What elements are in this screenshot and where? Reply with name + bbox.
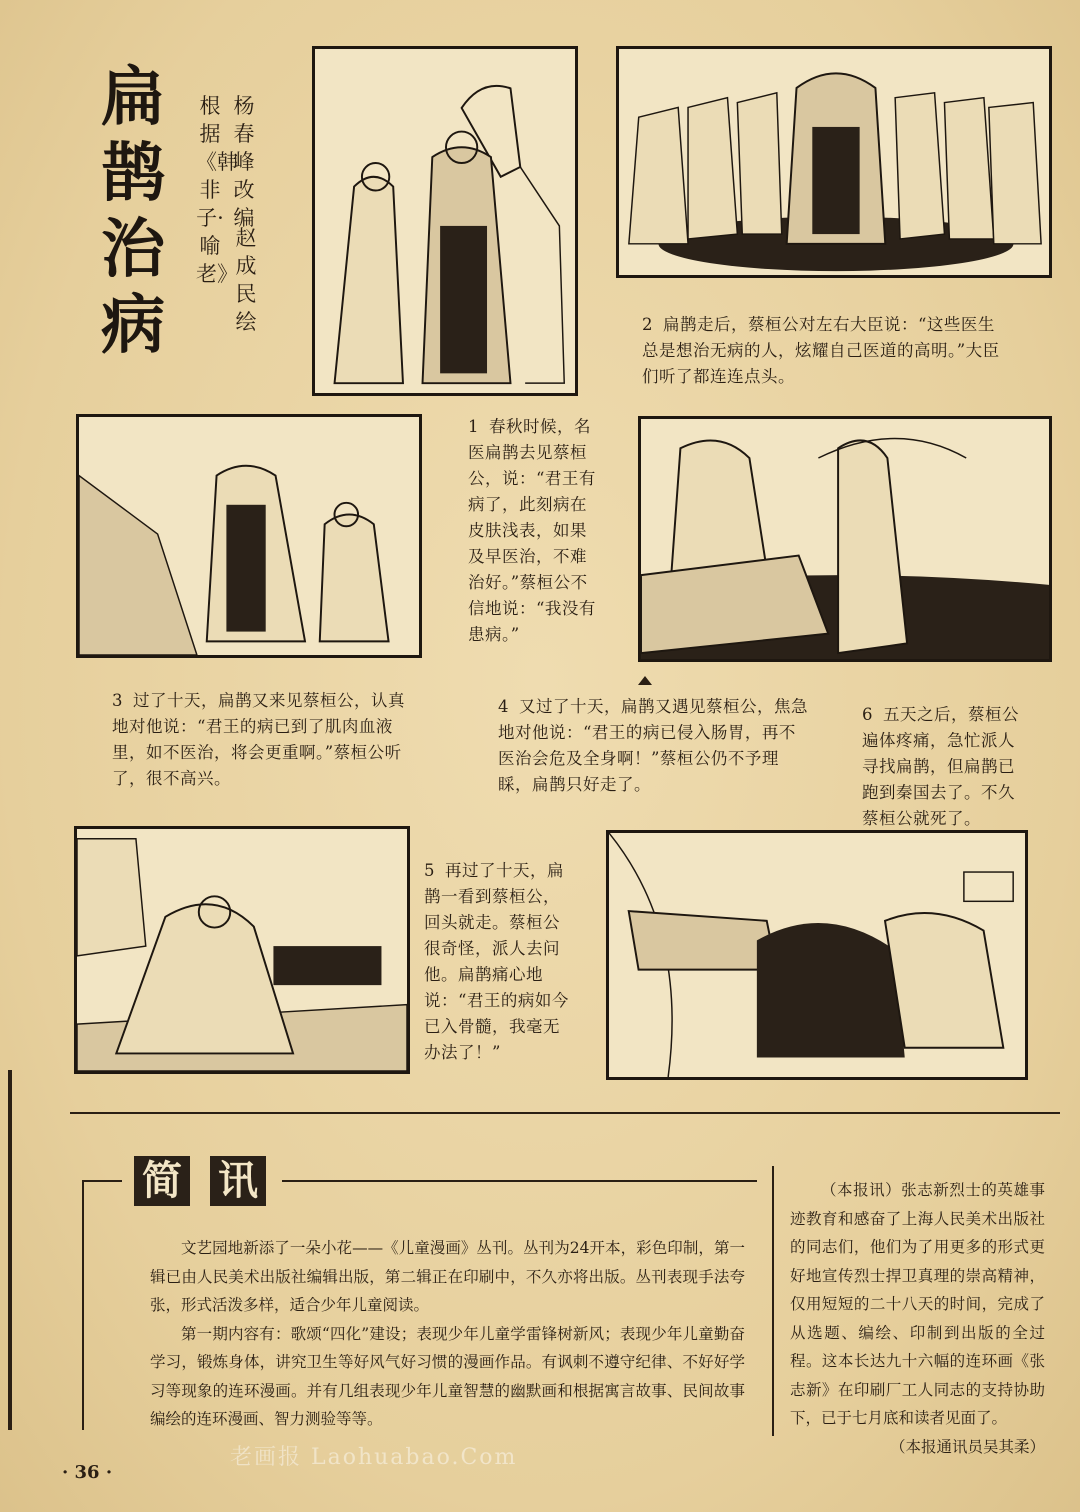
news-frame-top-right — [282, 1180, 757, 1182]
caption-6 — [862, 702, 1028, 832]
caption-number: 3 — [112, 691, 123, 710]
caption-2 — [642, 312, 1008, 390]
news-paragraph: 文艺园地新添了一朵小花——《儿童漫画》丛刊。丛刊为24开本，彩色印制，第一辑已由人民美术出版社编辑出版，第二辑正在印刷中，不久亦将出版。丛刊表现手法夸张，形式活泼多样，适合少年儿童阅读。 — [150, 1239, 745, 1314]
title-char: 扁 — [101, 60, 165, 135]
column-divider — [772, 1166, 774, 1436]
comic-panel-3 — [76, 414, 422, 658]
section-divider — [70, 1112, 1060, 1114]
caption-text: 再过了十天，扁鹊一看到蔡桓公，回头就走。蔡桓公很奇怪，派人去问他。扁鹊痛心地说：“君王的病如今已入骨髓，我毫无办法了！” — [424, 861, 569, 1062]
caption-number: 1 — [468, 417, 479, 436]
left-margin-rule — [8, 1070, 12, 1430]
news-frame-left — [82, 1180, 84, 1430]
news-byline: （本报通讯员吴其柔） — [889, 1437, 1045, 1456]
news-heading-char: 讯 — [210, 1156, 266, 1206]
comic-panel-6 — [606, 830, 1028, 1080]
illustrator-credit: 赵成民 绘 — [235, 226, 257, 334]
title-char: 病 — [101, 288, 165, 363]
title-char: 治 — [101, 212, 165, 287]
caption-text: 又过了十天，扁鹊又遇见蔡桓公，焦急地对他说：“君王的病已侵入肠胃，再不医治会危及全身啊！”蔡桓公仍不予理睬，扁鹊只好走了。 — [498, 697, 808, 794]
comic-panel-2 — [616, 46, 1052, 278]
news-heading — [134, 1156, 274, 1206]
news-sidebar-article — [790, 1176, 1045, 1461]
caption-3 — [112, 688, 412, 792]
watermark: 老画报 Laohuabao.Com — [230, 1445, 518, 1470]
triangle-marker-icon — [638, 676, 652, 685]
news-paragraph: 第一期内容有：歌颂“四化”建设；表现少年儿童学雷锋树新风；表现少年儿童勤奋学习，锻炼身体，讲究卫生等好风气好习惯的漫画作品。有讽刺不遵守纪律、不好好学习等现象的连环漫画。并有几组表现少年儿童智慧的幽默画和根据寓言故事、民间故事编绘的连环漫画、智力测验等等。 — [150, 1324, 745, 1428]
caption-text: 春秋时候，名医扁鹊去见蔡桓公，说：“君王有病了，此刻病在皮肤浅表，如果及早医治，不难治好。”蔡桓公不信地说：“我没有患病。” — [468, 417, 596, 644]
news-heading-char: 简 — [134, 1156, 190, 1206]
caption-text: 五天之后，蔡桓公遍体疼痛，急忙派人寻找扁鹊，但扁鹊已跑到秦国去了。不久蔡桓公就死了。 — [862, 705, 1019, 828]
comic-panel-4 — [638, 416, 1052, 662]
caption-text: 过了十天，扁鹊又来见蔡桓公，认真地对他说：“君王的病已到了肌肉血液里，如不医治，将会更重啊。”蔡桓公听了，很不高兴。 — [112, 691, 405, 788]
page-number: · 36 · — [62, 1462, 113, 1483]
comic-panel-1 — [312, 46, 578, 396]
adapter-credit: 杨春峰 改编 — [233, 94, 255, 230]
caption-5 — [424, 858, 570, 1066]
comic-panel-5 — [74, 826, 410, 1074]
source-credit: 根据《韩非子·喻老》 — [196, 94, 238, 286]
caption-number: 5 — [424, 861, 435, 880]
story-title — [88, 60, 178, 364]
caption-number: 6 — [862, 705, 873, 724]
news-frame-top-left — [82, 1180, 122, 1182]
title-char: 鹊 — [101, 136, 165, 211]
caption-text: 扁鹊走后，蔡桓公对左右大臣说：“这些医生总是想治无病的人，炫耀自己医道的高明。”大臣们听了都连连点头。 — [642, 315, 1000, 386]
caption-1 — [468, 414, 602, 648]
caption-number: 4 — [498, 697, 509, 716]
caption-number: 2 — [642, 315, 653, 334]
news-sidebar-text: （本报讯）张志新烈士的英雄事迹教育和感奋了上海人民美术出版社的同志们，他们为了用更多的形式更好地宣传烈士捍卫真理的崇高精神，仅用短短的二十八天的时间，完成了从选题、编绘、印制到出版的全过程。这本长达九十六幅的连环画《张志新》在印刷厂工人同志的支持协助下，已于七月底和读者见面了。 — [790, 1181, 1045, 1427]
news-article — [150, 1234, 745, 1434]
caption-4 — [498, 694, 808, 798]
